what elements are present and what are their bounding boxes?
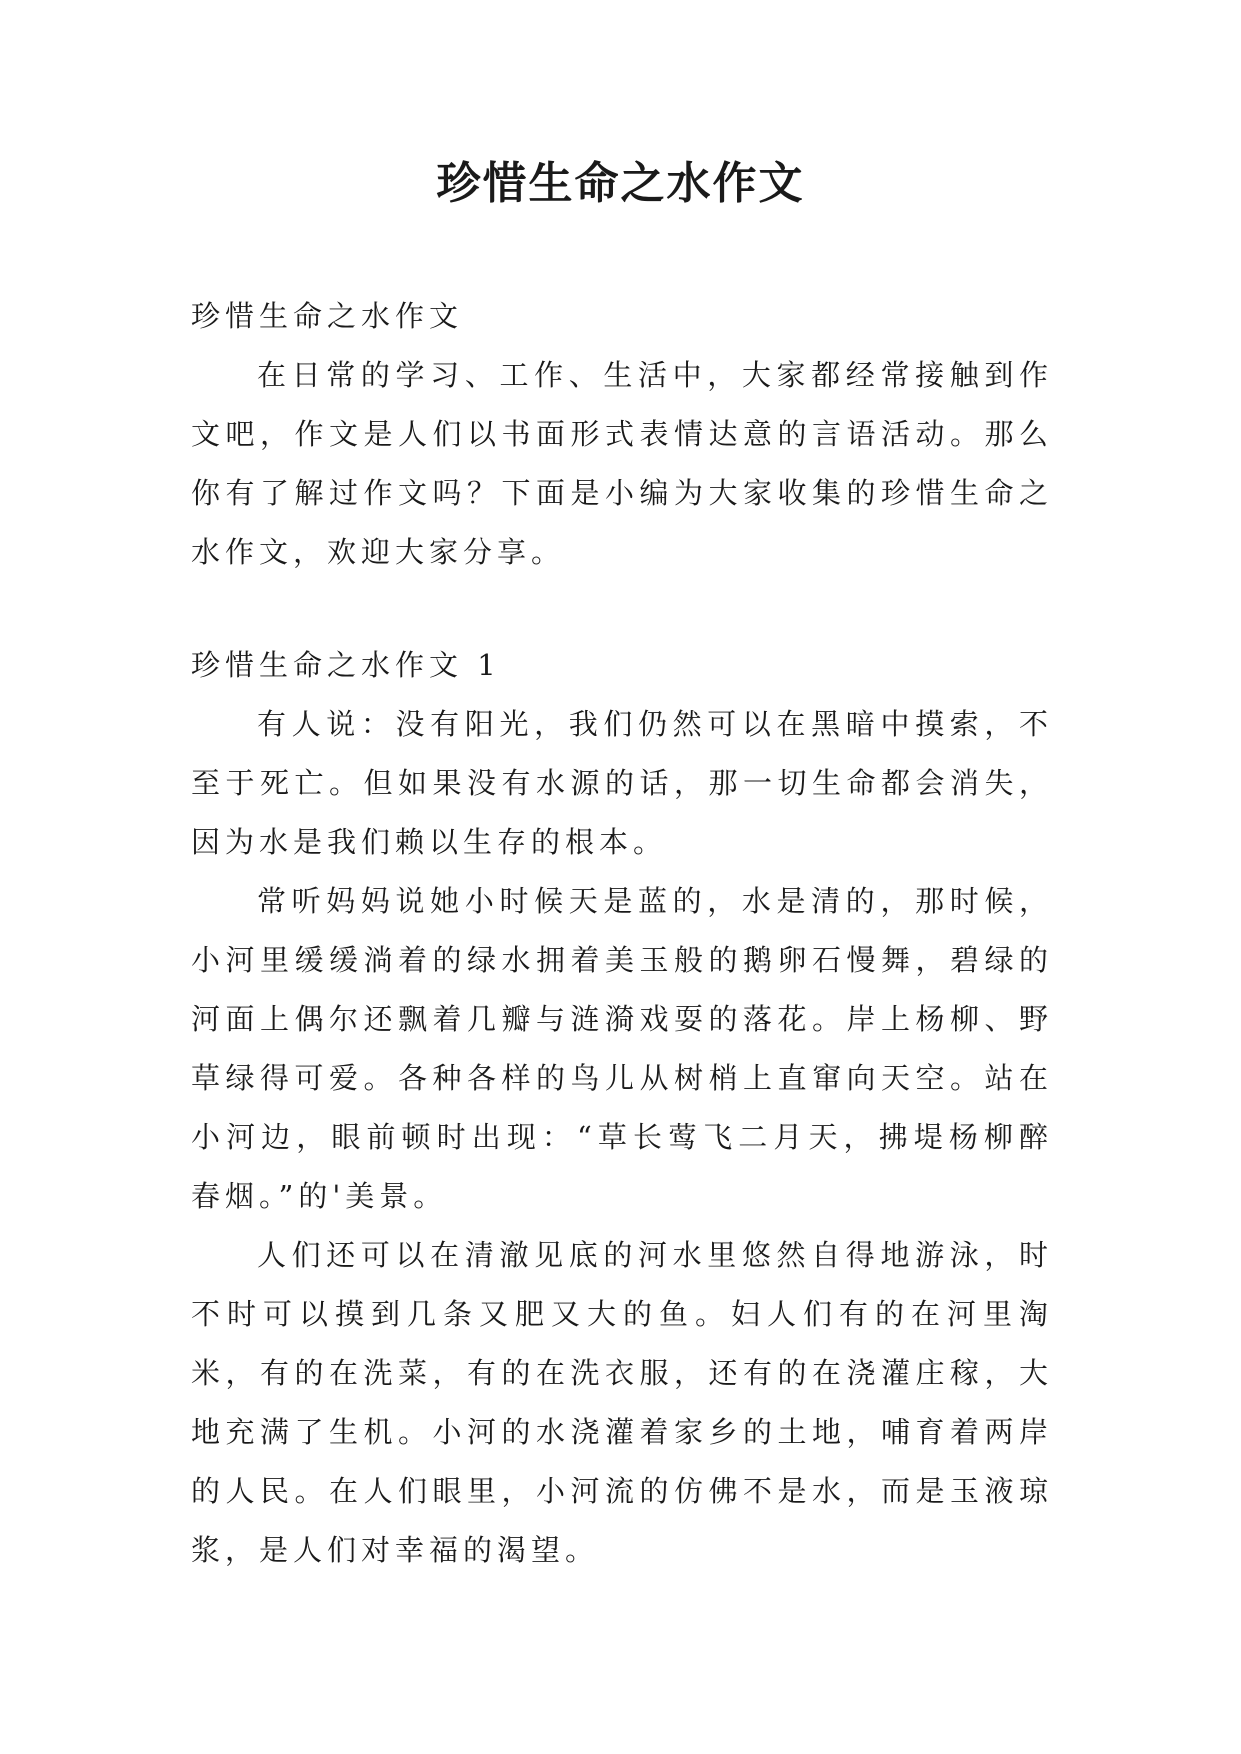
section-paragraph: 有人说：没有阳光，我们仍然可以在黑暗中摸索，不至于死亡。但如果没有水源的话，那一切生命都会消失，因为水是我们赖以生存的根本。 (191, 707, 1053, 859)
intro-section (191, 287, 1053, 582)
section-paragraph: 常听妈妈说她小时候天是蓝的，水是清的，那时候，小河里缓缓淌着的绿水拥着美玉般的鹅卵石慢舞，碧绿的河面上偶尔还飘着几瓣与涟漪戏耍的落花。岸上杨柳、野草绿得可爱。各种各样的鸟儿从树梢上直窜向天空。站在小河边，眼前顿时出现：“草长莺飞二月天，拂堤杨柳醉春烟。”的'美景。 (191, 884, 1053, 1213)
intro-heading: 珍惜生命之水作文 (191, 299, 464, 333)
essay-section-1 (191, 636, 1053, 1580)
document-title: 珍惜生命之水作文 (436, 158, 805, 209)
intro-paragraph: 在日常的学习、工作、生活中，大家都经常接触到作文吧，作文是人们以书面形式表情达意的言语活动。那么你有了解过作文吗？下面是小编为大家收集的珍惜生命之水作文，欢迎大家分享。 (191, 358, 1053, 569)
section-heading: 珍惜生命之水作文 1 (191, 648, 501, 682)
section-paragraph: 人们还可以在清澈见底的河水里悠然自得地游泳，时不时可以摸到几条又肥又大的鱼。妇人们有的在河里淘米，有的在洗菜，有的在洗衣服，还有的在浇灌庄稼，大地充满了生机。小河的水浇灌着家乡的土地，哺育着两岸的人民。在人们眼里，小河流的仿佛不是水，而是玉液琼浆，是人们对幸福的渴望。 (191, 1238, 1053, 1567)
